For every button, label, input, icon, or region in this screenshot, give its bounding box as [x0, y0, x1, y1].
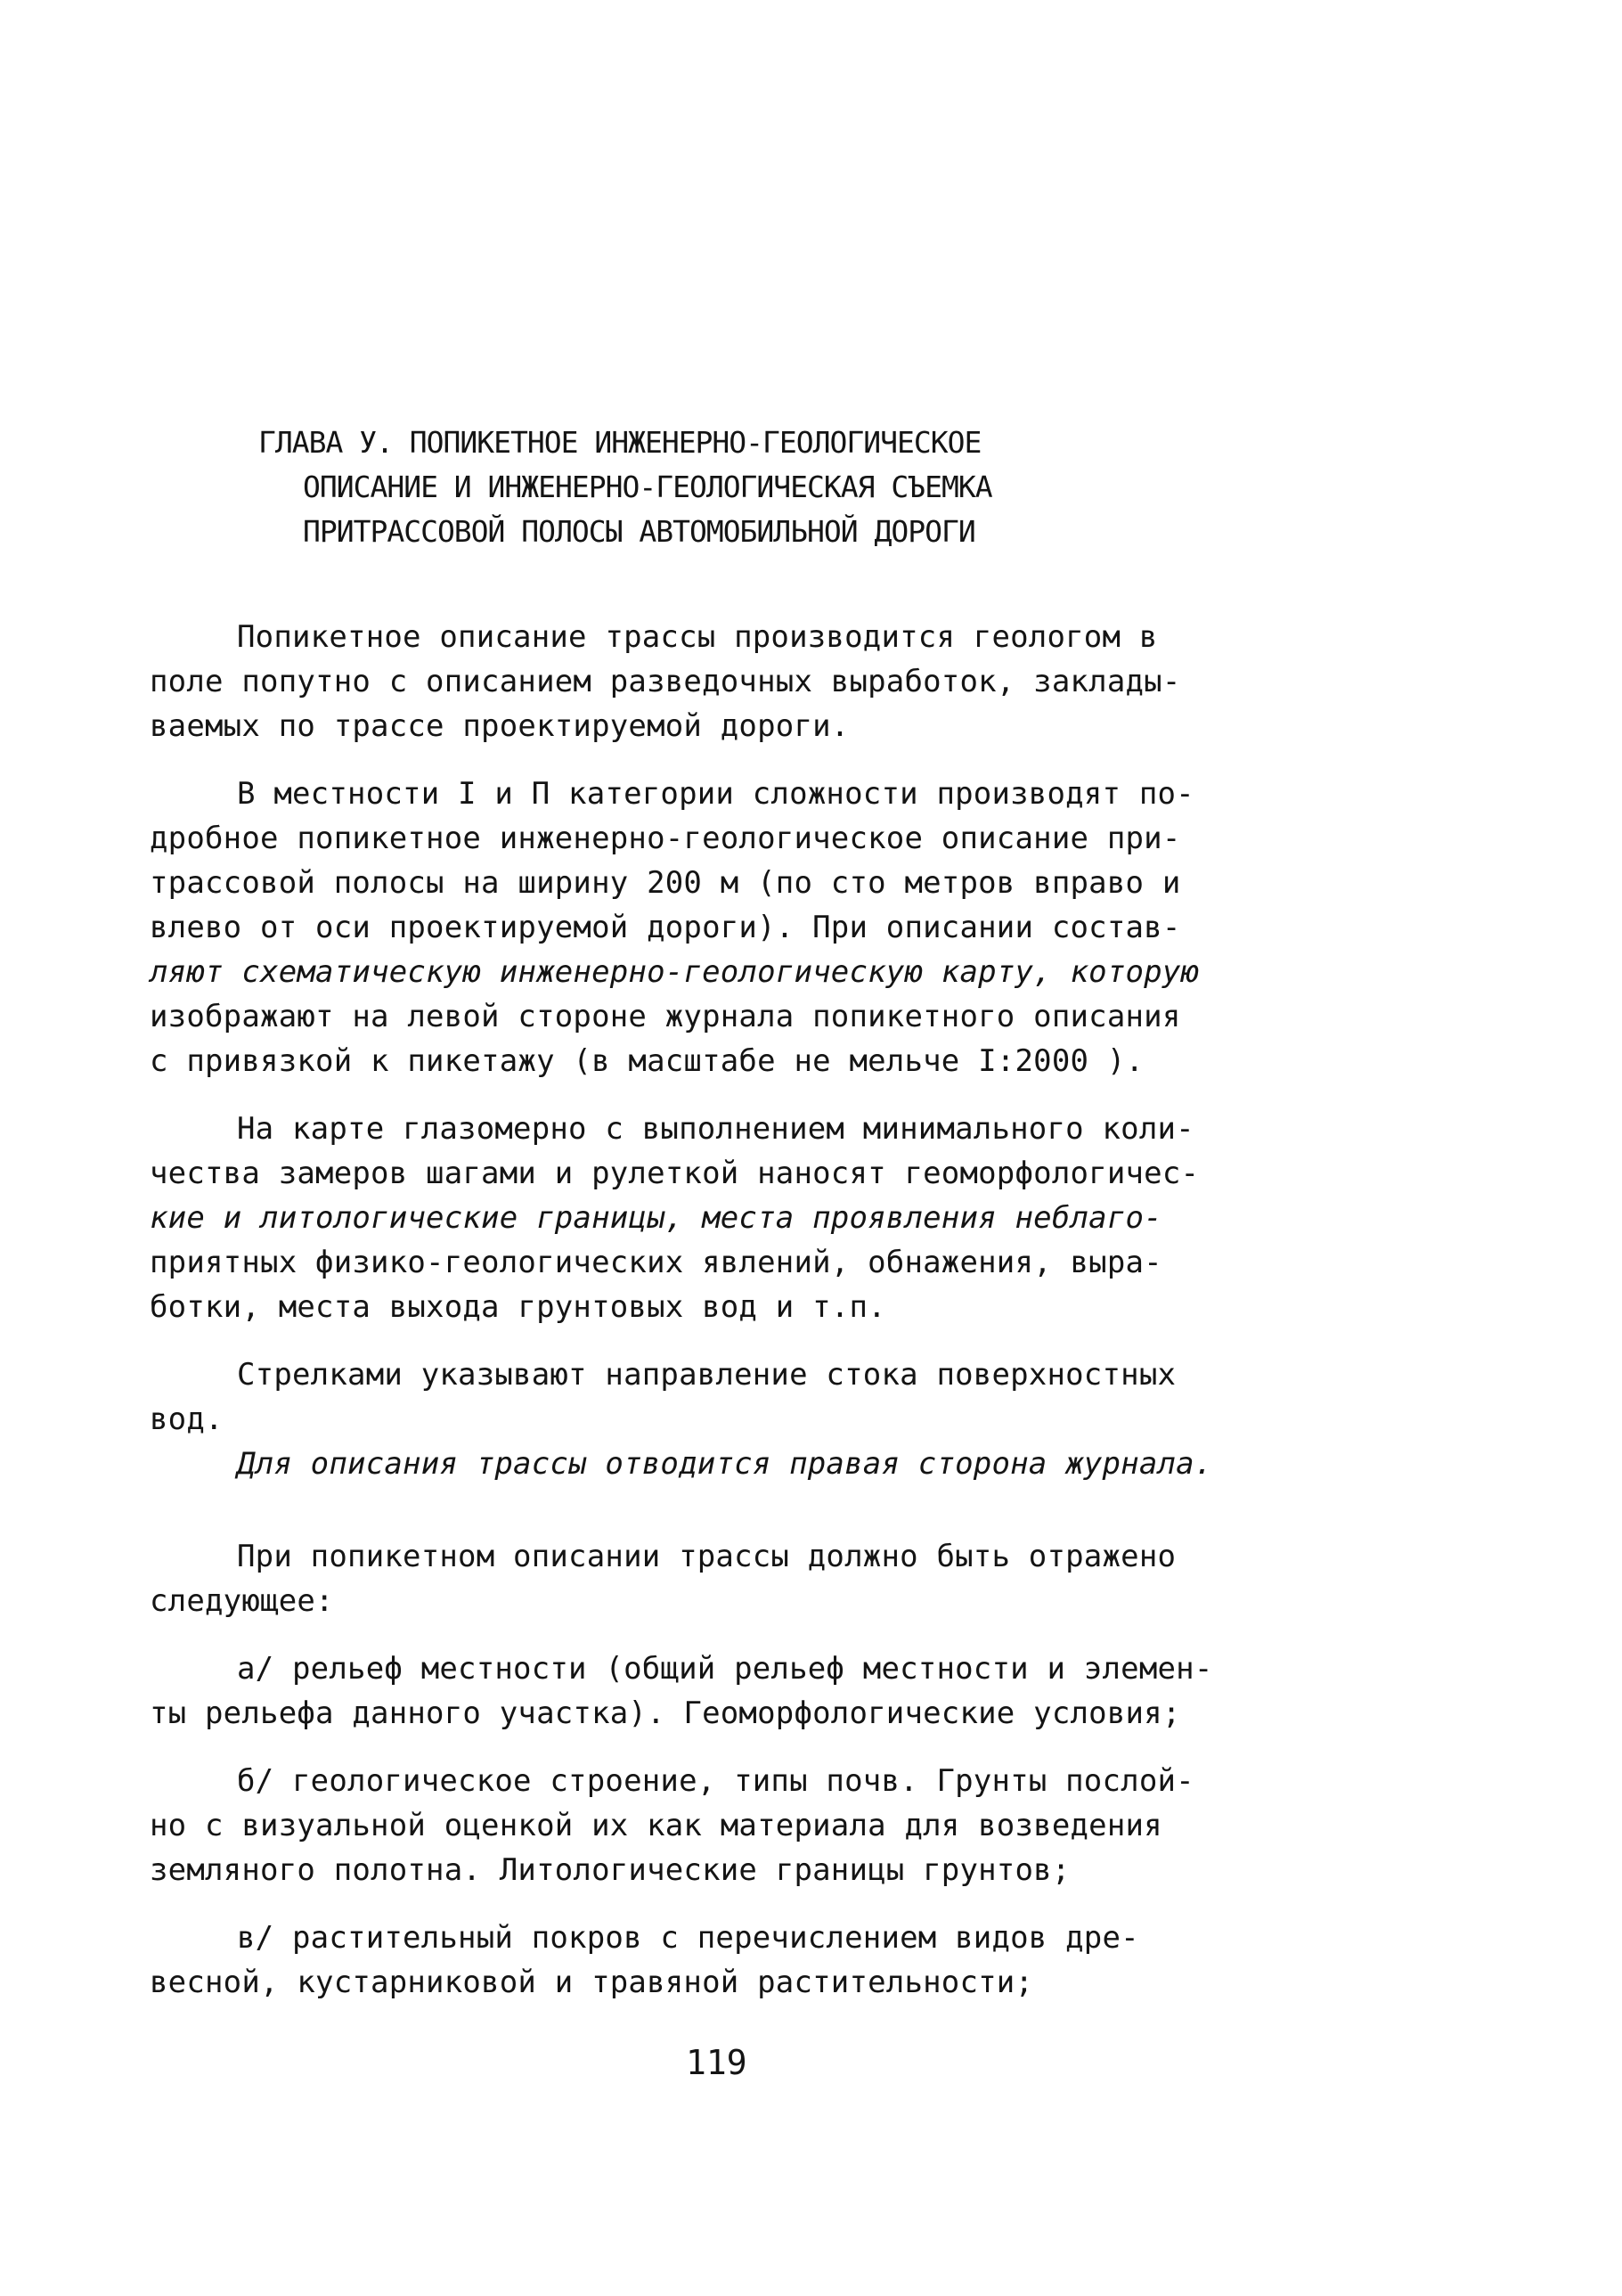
text-line: ботки, места выхода грунтовых вод и т.п. [150, 1289, 886, 1325]
text-line: дробное попикетное инженерно-геологическое описание при- [150, 821, 1181, 856]
text-line: чества замеров шагами и рулеткой наносят геоморфологичес- [150, 1156, 1200, 1191]
list-item [150, 1646, 1213, 1736]
text-line: весной, кустарниковой и травяной растительности; [150, 1965, 1034, 2000]
text-line: При попикетном описании трассы должно быть отражено [237, 1539, 1177, 1574]
text-line: Для описания трассы отводится правая сторона журнала. [237, 1446, 1213, 1482]
paragraph [150, 1534, 1201, 1623]
paragraph [150, 615, 1201, 748]
text-line: ляют схематическую инженерно-геологическую карту, которую [150, 954, 1200, 990]
text-line: На карте глазомерно с выполнением минимального коли- [237, 1111, 1194, 1147]
paragraph [150, 1352, 1201, 1442]
text-line: кие и литологические границы, места проявления неблаго- [150, 1200, 1162, 1236]
text-line: влево от оси проектируемой дороги). При описании состав- [150, 910, 1181, 945]
text-line: следующее: [150, 1583, 334, 1619]
chapter-heading-line: ОПИСАНИЕ И ИНЖЕНЕРНО-ГЕОЛОГИЧЕСКАЯ СЪЕМКА [303, 470, 992, 504]
text-line: с привязкой к пикетажу (в масштабе не мельче I:2000 ). [150, 1043, 1145, 1079]
list-item [150, 1916, 1201, 2005]
paragraph [150, 1442, 1213, 1486]
text-line: поле попутно с описанием разведочных выработок, заклады- [150, 664, 1181, 699]
list-item [150, 1759, 1201, 1892]
text-line: в/ растительный покров с перечислением видов дре- [237, 1920, 1139, 1956]
chapter-heading-line: ГЛАВА У. ПОПИКЕТНОЕ ИНЖЕНЕРНО-ГЕОЛОГИЧЕСКОЕ [258, 425, 982, 460]
text-line: трассовой полосы на ширину 200 м (по сто метров вправо и [150, 865, 1181, 901]
text-line: вод. [150, 1401, 224, 1437]
text-line: а/ рельеф местности (общий рельеф местности и элемен- [237, 1651, 1213, 1687]
text-line: земляного полотна. Литологические границы грунтов; [150, 1852, 1071, 1888]
page-number: 119 [686, 2043, 747, 2082]
paragraph [150, 1107, 1201, 1329]
chapter-heading-line: ПРИТРАССОВОЙ ПОЛОСЫ АВТОМОБИЛЬНОЙ ДОРОГИ [303, 514, 975, 549]
body-text [150, 615, 1213, 2028]
chapter-heading [258, 421, 1060, 554]
text-line: Попикетное описание трассы производится геологом в [237, 619, 1158, 655]
text-line: б/ геологическое строение, типы почв. Грунты послой- [237, 1763, 1194, 1799]
text-line: ты рельефа данного участка). Геоморфологические условия; [150, 1695, 1181, 1731]
text-line: ваемых по трассе проектируемой дороги. [150, 708, 850, 744]
text-line: приятных физико-геологических явлений, обнажения, выра- [150, 1245, 1162, 1280]
text-line: изображают на левой стороне журнала попикетного описания [150, 999, 1181, 1034]
text-line: но с визуальной оценкой их как материала для возведения [150, 1808, 1162, 1843]
paragraph [150, 772, 1201, 1083]
text-line: В местности I и П категории сложности производят по- [237, 776, 1194, 812]
text-line: Стрелками указывают направление стока поверхностных [237, 1357, 1177, 1393]
